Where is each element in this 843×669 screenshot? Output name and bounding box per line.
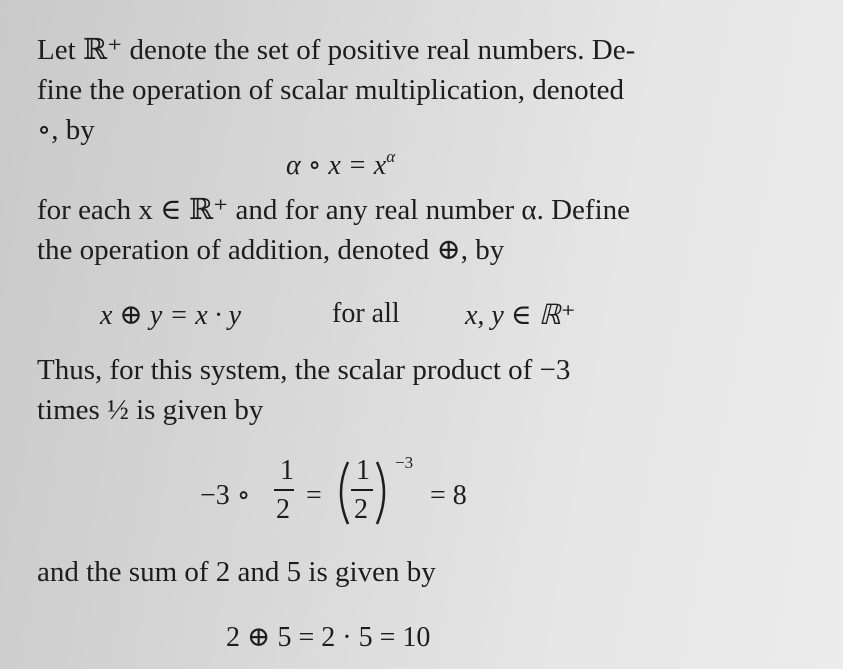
equation-scalar-multiplication [286, 148, 395, 182]
paragraph-definition-addition [37, 190, 630, 270]
fraction-numerator: 1 [280, 455, 294, 486]
left-parenthesis [341, 462, 348, 524]
equation-exponent: α [386, 147, 396, 166]
text-line: for each x ∈ ℝ⁺ and for any real number α. Define [37, 194, 630, 226]
fraction-denominator: 2 [276, 494, 290, 525]
paragraph-definition-scalar [37, 30, 635, 150]
equation-sum-example: 2 ⊕ 5 = 2 · 5 = 10 [226, 622, 431, 653]
text-line: Let ℝ⁺ denote the set of positive real numbers. De- [37, 34, 636, 66]
paragraph-example-intro [37, 350, 570, 430]
equals-sign: = [306, 480, 322, 511]
equation-lhs: −3 ∘ [200, 480, 251, 511]
equation-condition-label: for all [332, 298, 400, 329]
equation-addition [100, 298, 576, 332]
equation-scalar-product-example [190, 442, 510, 542]
exponent: −3 [395, 453, 414, 472]
fraction-denominator: 2 [354, 494, 368, 525]
text-line: Thus, for this system, the scalar product of −3 [37, 354, 571, 386]
text-line: and the sum of 2 and 5 is given by [37, 556, 436, 588]
text-line: fine the operation of scalar multiplication, denoted [37, 74, 625, 106]
equation-result: = 8 [430, 480, 467, 511]
text-line: ∘, by [37, 114, 95, 146]
fraction-numerator: 1 [356, 455, 370, 486]
equation-body: α ∘ x = x [286, 150, 387, 181]
paragraph-sum-intro [37, 552, 436, 592]
text-line: times ½ is given by [37, 394, 264, 426]
equation-condition-set: x, y ∈ ℝ⁺ [465, 300, 576, 331]
equation-lhs: x ⊕ y = x · y [100, 300, 242, 331]
text-line: the operation of addition, denoted ⊕, by [37, 234, 505, 266]
right-parenthesis [377, 462, 384, 524]
